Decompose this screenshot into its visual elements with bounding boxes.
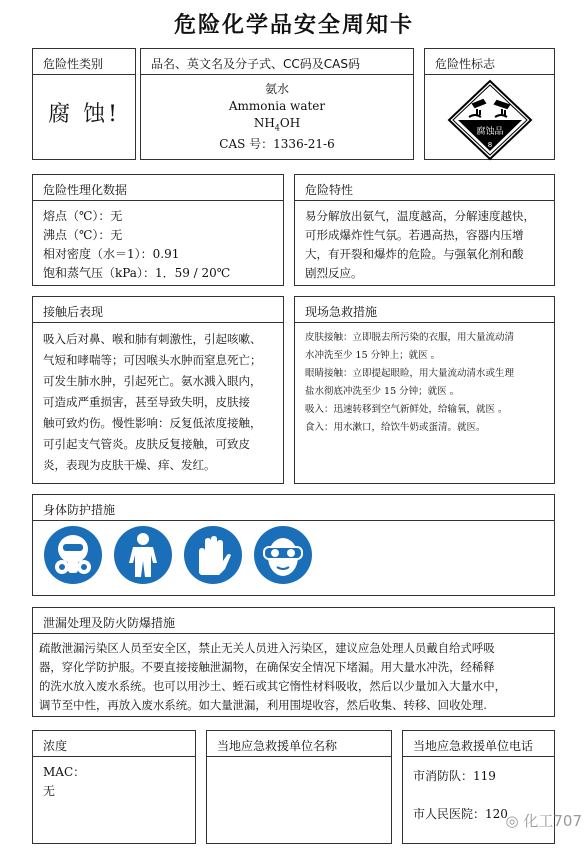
first-aid-header: 现场急救措施 [295, 297, 554, 323]
hazard-props-line: 剧烈反应。 [305, 266, 363, 280]
physchem-line: 相对密度（水＝1）：0.91 [43, 247, 180, 261]
exposure-header: 接触后表现 [33, 297, 283, 323]
physchem-section [32, 174, 284, 286]
fire-dept-phone: 市消防队：119 [413, 769, 496, 783]
first-aid-line: 皮肤接触：立即脱去所污染的衣服，用大量流动清 [305, 332, 515, 343]
exposure-line: 炎，表现为皮肤干燥、痒、发红。 [43, 458, 216, 472]
hazard-props-line: 大，有开裂和爆炸的危险。与强氧化剂和酸 [305, 247, 524, 261]
concentration-section [32, 730, 196, 844]
exposure-line: 吸入后对鼻、喉和肺有刺激性，引起咳嗽、 [43, 332, 262, 346]
first-aid-line: 水冲洗至少 15 分钟上；就医 。 [305, 350, 441, 361]
watermark-text: 化工707 [523, 812, 582, 830]
first-aid-line: 眼睛接触：立即提起眼睑，用大量流动清水或生理 [305, 368, 515, 379]
cas-number: CAS 号：1336-21-6 [219, 137, 335, 152]
respirator-icon [43, 525, 103, 585]
corrosive-label: 腐蚀品 [476, 127, 504, 137]
first-aid-body [295, 323, 554, 443]
hazard-props-line: 可形成爆炸性气氛。若遇高热，容器内压增 [305, 228, 524, 242]
physchem-line: 沸点（℃）：无 [43, 228, 123, 242]
exposure-line: 可发生肺水肿，引起死亡。氨水溅入眼内， [43, 374, 262, 388]
mac-label: MAC： [43, 765, 86, 779]
identity-header: 品名、英文名及分子式、CC码及CAS码 [141, 49, 413, 75]
exposure-line: 触可致灼伤。慢性影响：反复低浓度接触， [43, 416, 262, 430]
hospital-phone: 市人民医院：120 [413, 807, 508, 821]
hazard-class-number: 8 [487, 141, 493, 149]
spill-body [33, 634, 554, 720]
first-aid-line: 盐水彻底冲洗至少 15 分钟；就医 。 [305, 386, 460, 397]
first-aid-line: 食入：用水漱口，给饮牛奶或蛋清。就医。 [305, 422, 486, 433]
goggles-icon [253, 525, 313, 585]
exposure-body [33, 323, 283, 482]
spill-header: 泄漏处理及防火防爆措施 [33, 608, 554, 634]
card-title: 危险化学品安全周知卡 [173, 13, 414, 38]
hazard-props-header: 危险特性 [295, 175, 554, 201]
molecular-formula: $NH_4OH$ [253, 116, 301, 133]
mac-value: 无 [43, 784, 56, 798]
wechat-icon: ◎ [505, 812, 519, 830]
chemical-name-cn: 氨水 [264, 82, 289, 96]
hazard-props-line: 易分解放出氨气，温度越高，分解速度越快， [305, 209, 535, 223]
first-aid-line: 吸入：迅速转移到空气新鲜处，给输氧，就医 。 [305, 404, 508, 415]
watermark [505, 810, 582, 831]
ppe-section [32, 494, 555, 596]
rescue-unit-header: 当地应急救援单位名称 [207, 731, 391, 757]
physchem-line: 饱和蒸气压（kPa）：1．59 / 20℃ [43, 266, 231, 280]
protective-suit-icon [113, 525, 173, 585]
concentration-body [33, 757, 195, 807]
physchem-body [33, 201, 283, 289]
first-aid-section [294, 296, 555, 484]
hazard-category-header: 危险性类别 [33, 49, 135, 75]
spill-line: 的洗水放入废水系统。也可以用沙土、蛭石或其它惰性材料吸收，然后以少量加入大量水中， [39, 679, 507, 693]
physchem-header: 危险性理化数据 [33, 175, 283, 201]
chemical-name-en: Ammonia water [228, 99, 326, 113]
exposure-line: 气短和哮喘等；可因喉头水肿而窒息死亡； [43, 353, 262, 367]
rescue-phone-header: 当地应急救援单位电话 [403, 731, 554, 757]
exposure-line: 可造成严重损害，甚至导致失明，皮肤接 [43, 395, 250, 409]
hazard-sign-section [424, 48, 555, 160]
spill-line: 器，穿化学防护服。不要直接接触泄漏物，在确保安全情况下堵漏。用大量水冲洗，经稀释 [39, 660, 495, 674]
corrosive-diamond-icon [447, 79, 533, 161]
hazard-category-section [32, 48, 136, 160]
hazard-props-body [295, 201, 554, 289]
physchem-line: 熔点（℃）：无 [43, 209, 123, 223]
hazard-sign-header: 危险性标志 [425, 49, 554, 75]
exposure-section [32, 296, 284, 484]
gloves-icon [183, 525, 243, 585]
hazard-props-section [294, 174, 555, 286]
spill-section [32, 607, 555, 717]
exposure-line: 可引起支气管炎。皮肤反复接触，可致皮 [43, 437, 250, 451]
spill-line: 疏散泄漏污染区人员至安全区，禁止无关人员进入污染区，建议应急处理人员戴自给式呼吸 [39, 641, 495, 655]
concentration-header: 浓度 [33, 731, 195, 757]
rescue-unit-section [206, 730, 392, 844]
spill-line: 调节至中性，再放入废水系统。如大量泄漏，利用围堤收容，然后收集、转移、回收处理. [39, 698, 487, 712]
identity-section [140, 48, 414, 160]
ppe-header: 身体防护措施 [33, 495, 554, 521]
hazard-category-value: 腐 蚀! [48, 102, 120, 127]
